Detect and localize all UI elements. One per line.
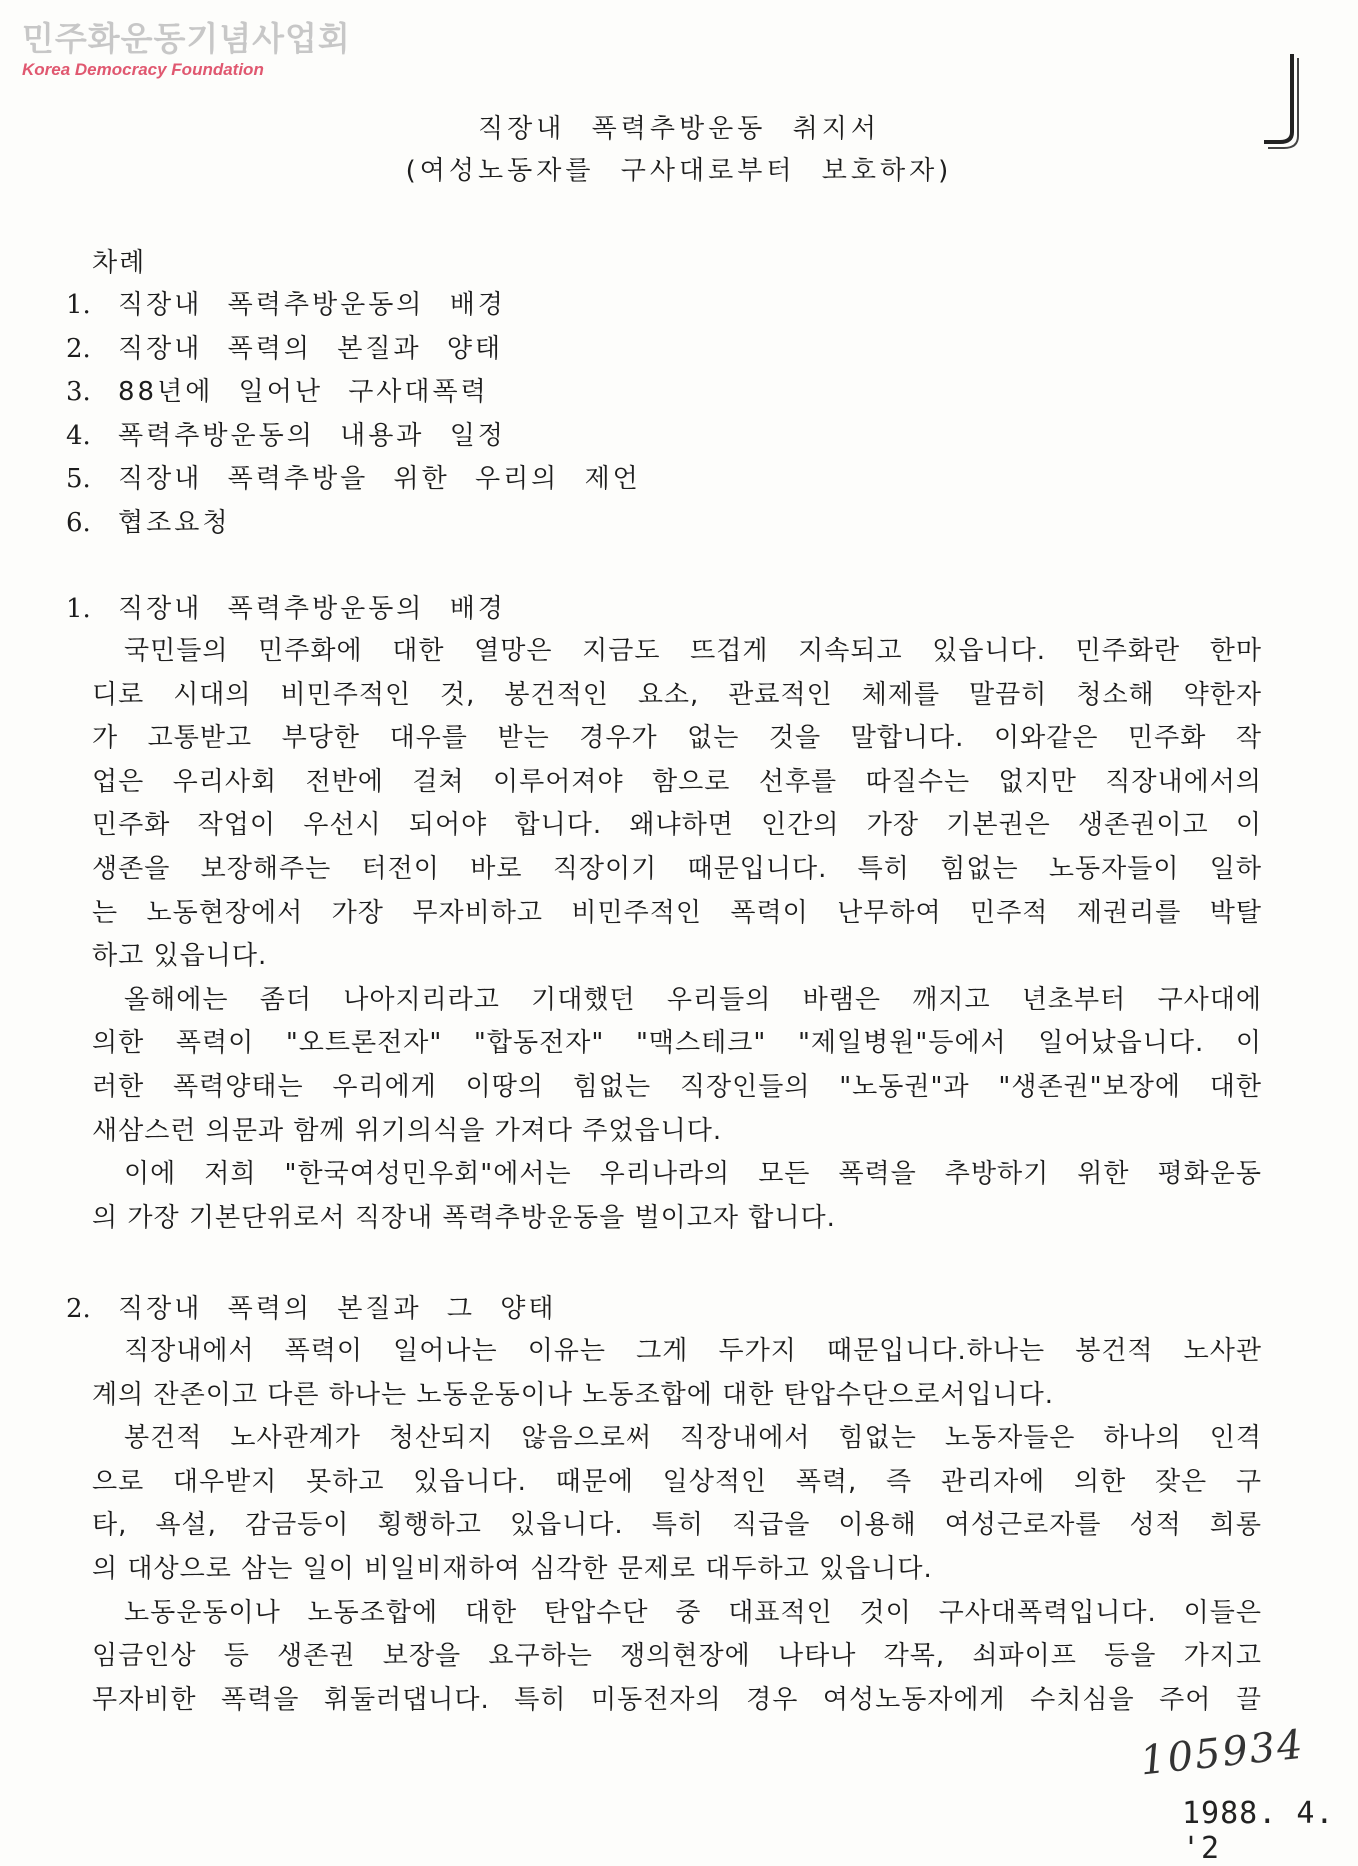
text-line: 이에 저희 "한국여성민우회"에서는 우리나라의 모든 폭력을 추방하기 위한 평화운동: [124, 1159, 1262, 1190]
text-line: 봉건적 노사관계가 청산되지 않음으로써 직장내에서 힘없는 노동자들은 하나의 인격: [124, 1423, 1262, 1454]
text-line: 노동운동이나 노동조합에 대한 탄압수단 중 대표적인 것이 구사대폭력입니다. 이들은: [124, 1597, 1262, 1628]
toc-item: 6. 협조요청: [66, 507, 231, 538]
logo-korean-text: 민주화운동기념사업회: [22, 19, 351, 58]
toc-item: 5. 직장내 폭력추방을 위한 우리의 제언: [66, 464, 641, 495]
text-line: 하고 있읍니다.: [92, 941, 268, 972]
toc-item: 1. 직장내 폭력추방운동의 배경: [66, 290, 506, 320]
text-line: 국민들의 민주화에 대한 열망은 지금도 뜨겁게 지속되고 있읍니다. 민주화란 한마: [124, 636, 1262, 666]
text-line: 가 고통받고 부당한 대우를 받는 경우가 없는 것을 말합니다. 이와같은 민주화 작: [92, 723, 1262, 754]
text-line: 생존을 보장해주는 터전이 바로 직장이기 때문입니다. 특히 힘없는 노동자들이 일하: [92, 853, 1262, 884]
text-line: 디로 시대의 비민주적인 것, 봉건적인 요소, 관료적인 체제를 말끔히 청소해 약한자: [92, 679, 1262, 710]
text-line: 는 노동현장에서 가장 무자비하고 비민주적인 폭력이 난무하여 민주적 제권리를 박탈: [92, 897, 1262, 928]
foundation-logo: [22, 20, 351, 80]
text-line: 러한 폭력양태는 우리에게 이땅의 힘없는 직장인들의 "노동권"과 "생존권"보장에 대한: [92, 1071, 1262, 1102]
document-subtitle: (여성노동자를 구사대로부터 보호하자): [405, 156, 953, 186]
text-line: 의 가장 기본단위로서 직장내 폭력추방운동을 벌이고자 합니다.: [92, 1202, 836, 1233]
logo-english-text: Korea Democracy Foundation: [22, 60, 264, 79]
toc-heading: 차례: [92, 248, 147, 278]
toc-item: 2. 직장내 폭력의 본질과 양태: [66, 333, 504, 364]
text-line: 올해에는 좀더 나아지리라고 기대했던 우리들의 바램은 깨지고 년초부터 구사대에: [124, 984, 1262, 1015]
archive-number-stamp: 105934: [1138, 1721, 1307, 1785]
text-line: 의 대상으로 삼는 일이 비일비재하여 심각한 문제로 대두하고 있읍니다.: [92, 1553, 933, 1584]
text-line: 무자비한 폭력을 휘둘러댑니다. 특히 미동전자의 경우 여성노동자에게 수치심을 주어 끌: [92, 1684, 1262, 1715]
text-line: 업은 우리사회 전반에 걸쳐 이루어져야 함으로 선후를 따질수는 없지만 직장내에서의: [92, 766, 1262, 797]
text-line: 직장내에서 폭력이 일어나는 이유는 그게 두가지 때문입니다.하나는 봉건적 노사관: [124, 1336, 1262, 1366]
text-line: 으로 대우받지 못하고 있읍니다. 때문에 일상적인 폭력, 즉 관리자에 의한 잦은 구: [92, 1466, 1262, 1497]
section-1-body: [92, 630, 1262, 1240]
date-stamp: 1988. 4. '2: [1182, 1796, 1335, 1866]
toc-item: 3. 88년에 일어난 구사대폭력: [66, 377, 489, 408]
section-2-body: [92, 1330, 1262, 1722]
text-line: 의한 폭력이 "오트론전자" "합동전자" "맥스테크" "제일병원"등에서 일어났읍니다. 이: [92, 1028, 1262, 1059]
text-line: 타, 욕설, 감금등이 횡행하고 있읍니다. 특히 직급을 이용해 여성근로자를 성적 희롱: [92, 1510, 1262, 1541]
text-line: 새삼스런 의문과 함께 위기의식을 가져다 주었읍니다.: [92, 1115, 723, 1146]
section-2-heading: 2. 직장내 폭력의 본질과 그 양태: [66, 1294, 557, 1324]
table-of-contents: [66, 284, 641, 546]
section-1-heading: 1. 직장내 폭력추방운동의 배경: [66, 594, 506, 624]
toc-item: 4. 폭력추방운동의 내용과 일정: [66, 420, 506, 451]
text-line: 계의 잔존이고 다른 하나는 노동운동이나 노동조합에 대한 탄압수단으로서입니다.: [92, 1379, 1055, 1410]
text-line: 민주화 작업이 우선시 되어야 합니다. 왜냐하면 인간의 가장 기본권은 생존권이고 이: [92, 810, 1262, 841]
document-title: 직장내 폭력추방운동 취지서: [478, 114, 880, 144]
text-line: 임금인상 등 생존권 보장을 요구하는 쟁의현장에 나타나 각목, 쇠파이프 등을 가지고: [92, 1641, 1262, 1672]
